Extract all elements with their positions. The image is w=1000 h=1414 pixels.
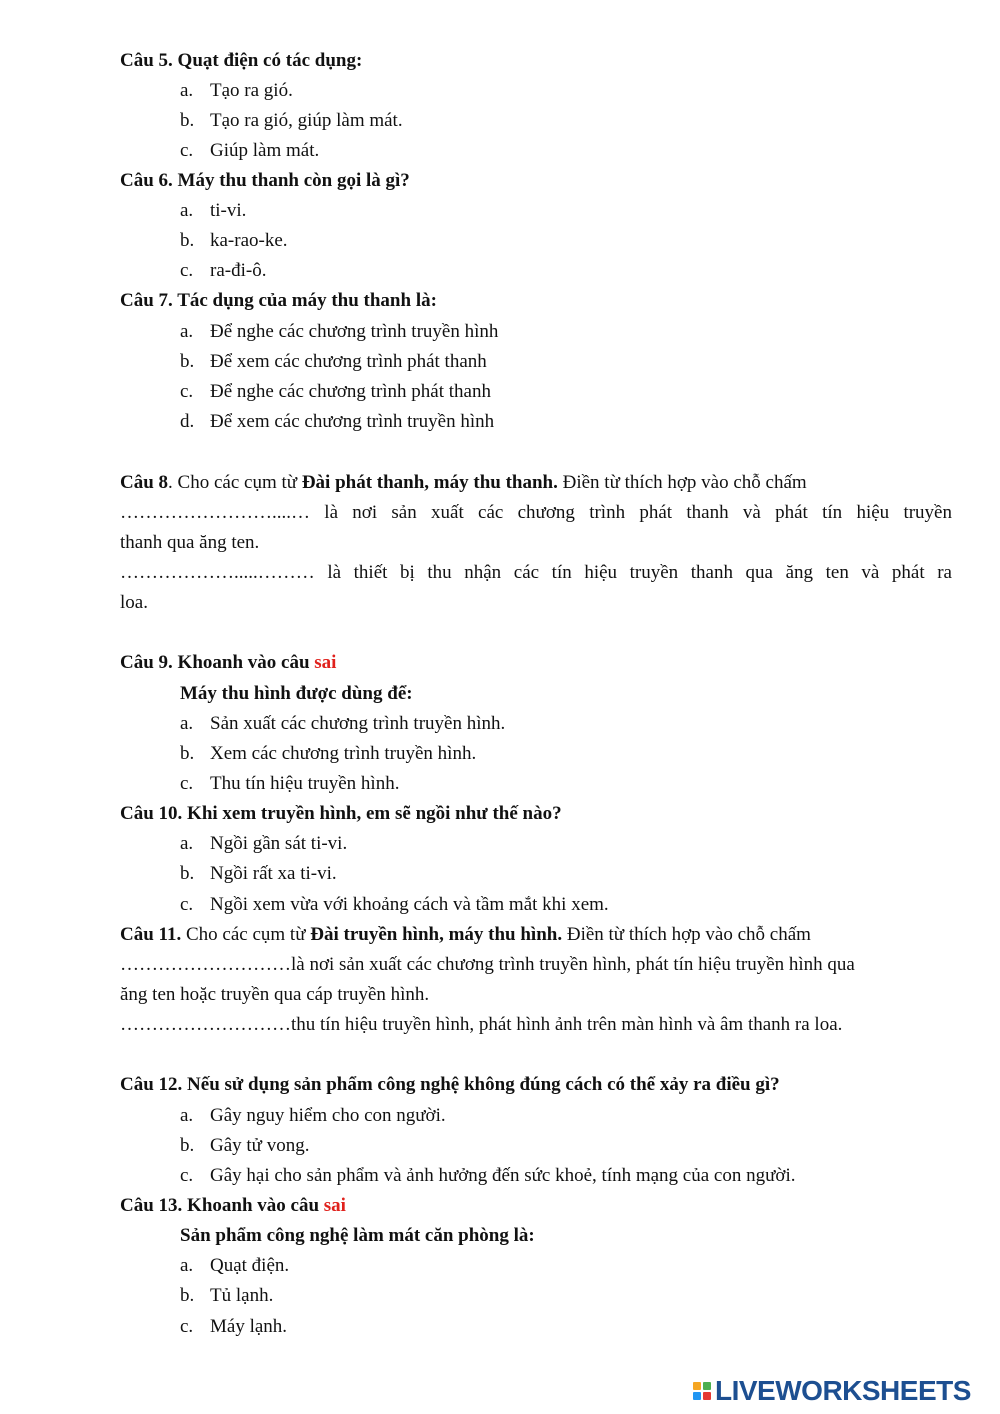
question-13-option-b[interactable]: b. Tủ lạnh. bbox=[180, 1285, 274, 1306]
question-11-blank-1[interactable]: ……………………… bbox=[120, 954, 291, 975]
highlight-sai: sai bbox=[314, 652, 337, 673]
question-8-sentence-2: ……………….....……… là thiết bị thu nhận các tín hiệu truyền thanh qua ăng ten và phát ra bbox=[120, 562, 952, 583]
question-7-option-b[interactable]: b. Để xem các chương trình phát thanh bbox=[180, 351, 487, 372]
question-8-sentence-1: ……………………....… là nơi sản xuất các chương trình phát thanh và phát tín hiệu truyền bbox=[120, 502, 952, 523]
question-10-option-a[interactable]: a. Ngồi gần sát ti-vi. bbox=[180, 833, 348, 854]
question-6-option-c[interactable]: c. ra-đi-ô. bbox=[180, 260, 267, 281]
question-8-title: Câu 8. Cho các cụm từ Đài phát thanh, máy thu thanh. Điền từ thích hợp vào chỗ chấm bbox=[120, 472, 807, 493]
question-8-blank-2[interactable]: ……………….....……… bbox=[120, 562, 315, 583]
question-13-title: Câu 13. Khoanh vào câu sai bbox=[120, 1195, 346, 1216]
question-5-option-a[interactable]: a. Tạo ra gió. bbox=[180, 80, 293, 101]
highlight-sai: sai bbox=[323, 1195, 346, 1216]
question-10-option-c[interactable]: c. Ngồi xem vừa với khoảng cách và tầm mắt khi xem. bbox=[180, 894, 609, 915]
logo-text: LIVEWORKSHEETS bbox=[715, 1375, 971, 1406]
question-11-sentence-1-cont: ăng ten hoặc truyền qua cáp truyền hình. bbox=[120, 984, 430, 1005]
question-9-option-a[interactable]: a. Sản xuất các chương trình truyền hình. bbox=[180, 713, 506, 734]
question-12-option-a[interactable]: a. Gây nguy hiểm cho con người. bbox=[180, 1105, 446, 1126]
question-9-title: Câu 9. Khoanh vào câu sai bbox=[120, 652, 337, 673]
question-11-sentence-1: ………………………là nơi sản xuất các chương trình truyền hình, phát tín hiệu truyền hình qua bbox=[120, 954, 855, 975]
question-5-option-b[interactable]: b. Tạo ra gió, giúp làm mát. bbox=[180, 110, 403, 131]
question-8-sentence-2-cont: loa. bbox=[120, 592, 148, 613]
question-11-blank-2[interactable]: ……………………… bbox=[120, 1014, 291, 1035]
question-11-sentence-2: ………………………thu tín hiệu truyền hình, phát hình ảnh trên màn hình và âm thanh ra loa. bbox=[120, 1014, 843, 1035]
question-6-option-b[interactable]: b. ka-rao-ke. bbox=[180, 230, 288, 251]
question-10-title: Câu 10. Khi xem truyền hình, em sẽ ngồi như thế nào? bbox=[120, 803, 562, 824]
question-6-option-a[interactable]: a. ti-vi. bbox=[180, 200, 247, 221]
question-7-option-d[interactable]: d. Để xem các chương trình truyền hình bbox=[180, 411, 495, 432]
question-9-option-c[interactable]: c. Thu tín hiệu truyền hình. bbox=[180, 773, 400, 794]
question-5-option-c[interactable]: c. Giúp làm mát. bbox=[180, 140, 320, 161]
question-12-option-b[interactable]: b. Gây tử vong. bbox=[180, 1135, 310, 1156]
question-10-option-b[interactable]: b. Ngồi rất xa ti-vi. bbox=[180, 863, 337, 884]
question-11-title: Câu 11. Cho các cụm từ Đài truyền hình, máy thu hình. Điền từ thích hợp vào chỗ chấm bbox=[120, 924, 811, 945]
question-7-title: Câu 7. Tác dụng của máy thu thanh là: bbox=[120, 290, 437, 311]
question-8-sentence-1-cont: thanh qua ăng ten. bbox=[120, 532, 260, 553]
question-6-title: Câu 6. Máy thu thanh còn gọi là gì? bbox=[120, 170, 410, 191]
question-9-option-b[interactable]: b. Xem các chương trình truyền hình. bbox=[180, 743, 477, 764]
question-12-option-c[interactable]: c. Gây hại cho sản phẩm và ảnh hưởng đến sức khoẻ, tính mạng của con người. bbox=[180, 1165, 796, 1186]
question-12-title: Câu 12. Nếu sử dụng sản phẩm công nghệ không đúng cách có thể xảy ra điều gì? bbox=[120, 1074, 780, 1095]
liveworksheets-logo-icon bbox=[693, 1382, 711, 1400]
liveworksheets-logo[interactable] bbox=[693, 1376, 971, 1406]
question-13-option-c[interactable]: c. Máy lạnh. bbox=[180, 1316, 288, 1337]
question-5-title: Câu 5. Quạt điện có tác dụng: bbox=[120, 50, 363, 71]
question-9-subtitle: Máy thu hình được dùng để: bbox=[180, 683, 413, 704]
question-7-option-c[interactable]: c. Để nghe các chương trình phát thanh bbox=[180, 381, 491, 402]
question-7-option-a[interactable]: a. Để nghe các chương trình truyền hình bbox=[180, 321, 499, 342]
question-13-subtitle: Sản phẩm công nghệ làm mát căn phòng là: bbox=[180, 1225, 535, 1246]
question-8-blank-1[interactable]: ……………………....… bbox=[120, 502, 310, 523]
question-13-option-a[interactable]: a. Quạt điện. bbox=[180, 1255, 290, 1276]
